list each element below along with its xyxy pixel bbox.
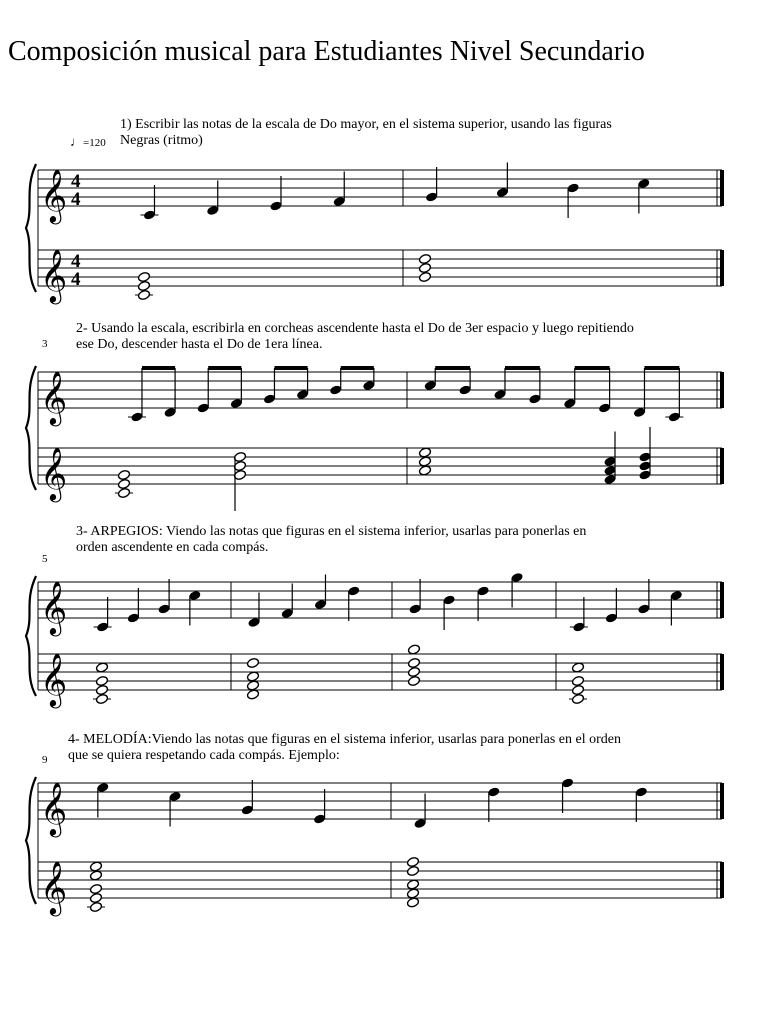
notehead [246,689,259,700]
time-signature-top: 4 [71,171,81,192]
final-barline-thick [720,372,724,408]
instruction-line: 3- ARPEGIOS: Viendo las notas que figuras en el sistema inferior, usarlas para ponerlas en [76,524,587,539]
treble-clef-icon: 𝄞 [40,860,68,914]
notehead [89,901,102,912]
time-signature-bottom: 4 [71,189,81,210]
notehead [418,447,431,458]
final-barline-thick [720,250,724,286]
notehead [95,693,108,704]
notehead [406,888,419,899]
notehead [571,693,584,704]
notehead [246,657,259,668]
notehead [407,644,420,655]
notehead [89,861,102,872]
notehead [407,675,420,686]
notehead [95,684,108,695]
instruction-line: Negras (ritmo) [120,133,203,148]
measure-number: 3 [42,338,48,350]
notehead [95,662,108,673]
notehead [89,870,102,881]
treble-clef-icon: 𝄞 [40,781,68,835]
notehead [418,465,431,476]
treble-clef-icon: 𝄞 [40,446,68,500]
instruction-line: que se quiera respetando cada compás. Ejemplo: [68,748,340,763]
exercise-system-3 [26,572,724,708]
brace [26,777,36,904]
notehead [406,865,419,876]
notehead [89,892,102,903]
notehead [407,657,420,668]
notehead [117,478,130,489]
notehead [406,856,419,867]
brace [26,164,36,292]
exercise-system-2 [26,366,724,511]
exercise-system-1 [26,163,724,305]
notehead [117,469,130,480]
time-signature-top: 4 [71,251,81,272]
treble-clef-icon: 𝄞 [40,370,68,424]
instruction-line: 1) Escribir las notas de la escala de Do mayor, en el sistema superior, usando las figuras [120,117,612,132]
notehead [95,675,108,686]
final-barline-thick [720,448,724,484]
time-signature-bottom: 4 [71,269,81,290]
notehead [246,671,259,682]
treble-clef-icon: 𝄞 [40,580,68,634]
notehead [418,456,431,467]
brace [26,366,36,490]
exercise-system-4 [26,777,724,916]
notehead [418,262,431,273]
notehead [418,253,431,264]
final-barline-thick [720,582,724,618]
notehead [117,487,130,498]
measure-number: 9 [42,754,48,766]
notehead [137,289,150,300]
notehead [406,879,419,890]
brace [26,576,36,696]
instruction-line: 2- Usando la escala, escribirla en corcheas ascendente hasta el Do de 3er espacio y luego repitiendo [76,321,634,336]
notehead [418,271,431,282]
notehead [571,662,584,673]
notehead [246,680,259,691]
treble-clef-icon: 𝄞 [40,652,68,706]
tempo-value: =120 [83,137,106,149]
final-barline-thick [720,783,724,819]
final-barline-thick [720,862,724,898]
treble-clef-icon: 𝄞 [40,248,68,302]
notehead [137,280,150,291]
notehead [571,684,584,695]
final-barline-thick [720,170,724,206]
final-barline-thick [720,654,724,690]
notehead [407,666,420,677]
instruction-line: ese Do, descender hasta el Do de 1era línea. [76,337,323,352]
quarter-note-icon: ♩ [70,134,83,149]
measure-number: 5 [42,553,48,565]
notehead [571,675,584,686]
treble-clef-icon: 𝄞 [40,168,68,222]
instruction-line: orden ascendente en cada compás. [76,540,269,555]
page-title: Composición musical para Estudiantes Nivel Secundario [8,36,645,67]
notehead [406,897,419,908]
instruction-line: 4- MELODÍA:Viendo las notas que figuras en el sistema inferior, usarlas para ponerlas en el orden [68,732,621,747]
notehead [89,883,102,894]
notehead [137,271,150,282]
